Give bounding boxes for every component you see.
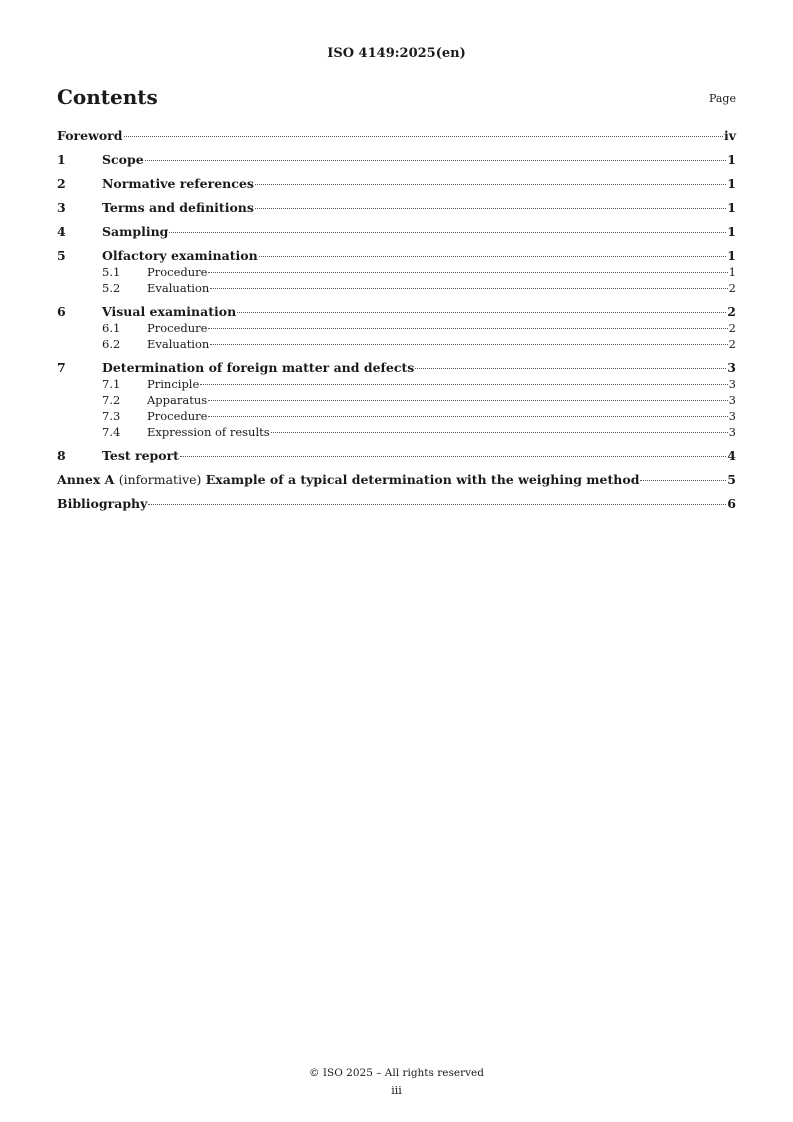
dot-leader [169, 232, 726, 233]
annex-label: Annex A [57, 472, 115, 487]
toc-entry-page: 1 [727, 224, 736, 239]
toc-subentry-7-1[interactable] [57, 376, 736, 392]
toc-entry-number: 5.1 [102, 265, 121, 279]
toc-entry-number: 3 [57, 200, 66, 215]
toc-entry-page: 1 [727, 176, 736, 191]
toc-entry-page: 3 [728, 409, 736, 423]
toc-entry-number: 7.4 [102, 425, 121, 439]
dot-leader [124, 136, 723, 137]
toc-entry-normative-references[interactable] [57, 176, 736, 192]
toc-entry-title: Olfactory examination [102, 248, 258, 263]
toc-entry-annex-a[interactable] [57, 472, 736, 488]
toc-entry-foreword[interactable] [57, 128, 736, 144]
toc-entry-page: 3 [727, 360, 736, 375]
toc-entry-test-report[interactable] [57, 448, 736, 464]
toc-entry-number: 7.3 [102, 409, 121, 423]
toc-subentry-5-1[interactable] [57, 264, 736, 280]
copyright-notice: © ISO 2025 – All rights reserved [309, 1067, 484, 1079]
toc-entry-page: iv [723, 128, 736, 143]
toc-subentry-7-2[interactable] [57, 392, 736, 408]
toc-entry-number: 5.2 [102, 281, 121, 295]
toc-entry-scope[interactable] [57, 152, 736, 168]
toc-entry-bibliography[interactable] [57, 496, 736, 512]
dot-leader [200, 384, 727, 385]
toc-entry-page: 2 [728, 337, 736, 351]
toc-entry-page: 2 [727, 304, 736, 319]
dot-leader [208, 272, 727, 273]
dot-leader [640, 480, 726, 481]
dot-leader [210, 344, 727, 345]
toc-entry-number: 4 [57, 224, 66, 239]
toc-entry-title: Procedure [147, 321, 208, 335]
toc-entry-page: 2 [728, 281, 736, 295]
dot-leader [415, 368, 726, 369]
toc-entry-page: 2 [728, 321, 736, 335]
toc-entry-page: 1 [727, 200, 736, 215]
toc-entry-number: 7.2 [102, 393, 121, 407]
document-header: ISO 4149:2025(en) [327, 46, 466, 61]
toc-entry-title: Scope [102, 152, 144, 167]
toc-entry-title: Terms and definitions [102, 200, 254, 215]
page-number: iii [391, 1084, 402, 1097]
toc-entry-number: 5 [57, 248, 66, 263]
toc-entry-title: Visual examination [102, 304, 237, 319]
toc-entry-olfactory-examination[interactable] [57, 248, 736, 264]
toc-subentry-6-1[interactable] [57, 320, 736, 336]
toc-entry-title: Evaluation [147, 281, 210, 295]
toc-entry-number: 6 [57, 304, 66, 319]
toc-entry-number: 8 [57, 448, 66, 463]
dot-leader [210, 288, 727, 289]
toc-entry-title: Bibliography [57, 496, 148, 511]
toc-subentry-6-2[interactable] [57, 336, 736, 352]
toc-entry-page: 4 [727, 448, 736, 463]
toc-entry-number: 1 [57, 152, 66, 167]
toc-entry-title: Expression of results [147, 425, 270, 439]
toc-subentry-5-2[interactable] [57, 280, 736, 296]
toc-entry-title: Procedure [147, 409, 208, 423]
toc-entry-number: 7.1 [102, 377, 121, 391]
toc-entry-number: 7 [57, 360, 66, 375]
dot-leader [237, 312, 726, 313]
toc-entry-page: 1 [727, 152, 736, 167]
table-of-contents [57, 128, 736, 512]
toc-entry-number: 2 [57, 176, 66, 191]
dot-leader [255, 208, 726, 209]
toc-entry-terms-and-definitions[interactable] [57, 200, 736, 216]
toc-entry-sampling[interactable] [57, 224, 736, 240]
toc-entry-title [57, 472, 639, 488]
toc-entry-page: 3 [728, 377, 736, 391]
toc-entry-title: Determination of foreign matter and defects [102, 360, 415, 375]
toc-entry-title: Evaluation [147, 337, 210, 351]
toc-entry-visual-examination[interactable] [57, 304, 736, 320]
toc-entry-title: Foreword [57, 128, 123, 143]
toc-entry-page: 3 [728, 393, 736, 407]
contents-title: Contents [57, 85, 158, 109]
toc-entry-number: 6.1 [102, 321, 121, 335]
toc-entry-title: Principle [147, 377, 200, 391]
annex-title: Example of a typical determination with the weighing method [205, 472, 640, 487]
dot-leader [208, 400, 728, 401]
toc-entry-page: 1 [728, 265, 736, 279]
toc-entry-number: 6.2 [102, 337, 121, 351]
page-column-label: Page [708, 92, 736, 105]
annex-type: (informative) [118, 472, 202, 487]
dot-leader [271, 432, 728, 433]
toc-entry-page: 1 [727, 248, 736, 263]
toc-entry-title: Procedure [147, 265, 208, 279]
toc-entry-foreign-matter[interactable] [57, 360, 736, 376]
toc-entry-title: Apparatus [147, 393, 208, 407]
dot-leader [145, 160, 727, 161]
toc-entry-page: 3 [728, 425, 736, 439]
toc-entry-title: Normative references [102, 176, 254, 191]
dot-leader [255, 184, 726, 185]
toc-entry-page: 6 [727, 496, 736, 511]
toc-entry-title: Sampling [102, 224, 169, 239]
dot-leader [259, 256, 727, 257]
dot-leader [148, 504, 726, 505]
toc-entry-page: 5 [727, 472, 736, 487]
toc-subentry-7-4[interactable] [57, 424, 736, 440]
dot-leader [180, 456, 726, 457]
toc-entry-title: Test report [102, 448, 179, 463]
dot-leader [208, 328, 727, 329]
dot-leader [208, 416, 727, 417]
toc-subentry-7-3[interactable] [57, 408, 736, 424]
